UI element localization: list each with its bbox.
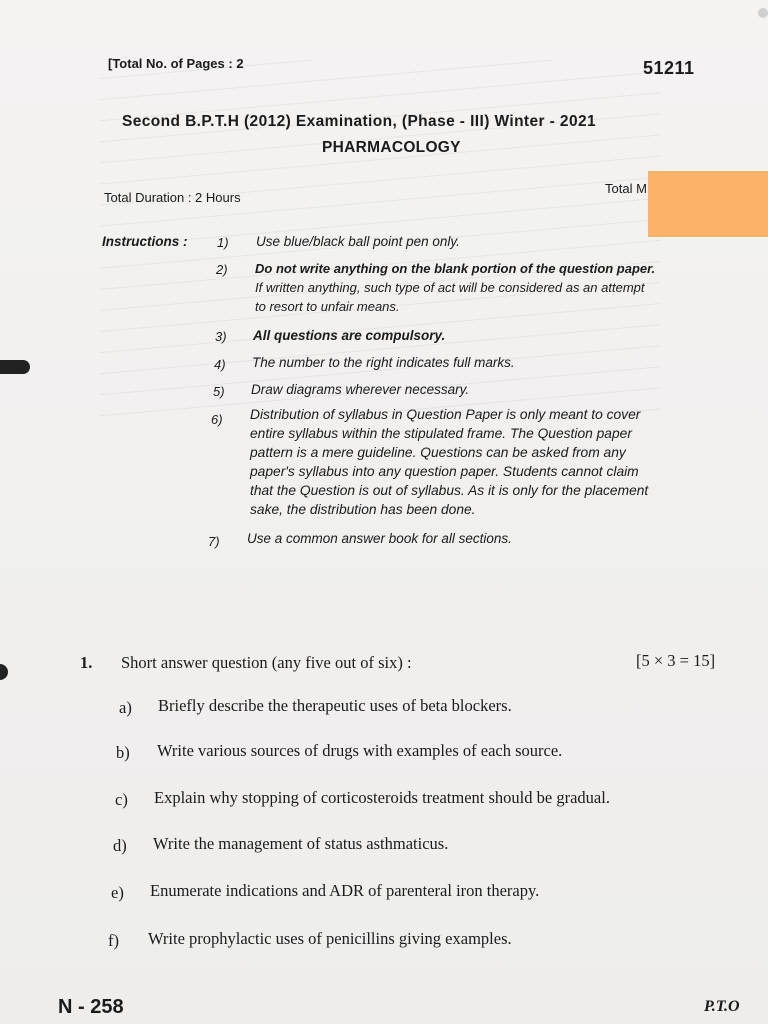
- part-text: Enumerate indications and ADR of parenteral iron therapy.: [150, 881, 540, 900]
- instruction-text: Do not write anything on the blank portion of the question paper. If written anything, such type of act will be considered as an attempt to resort to unfair means.: [255, 261, 656, 314]
- instructions-label: Instructions :: [102, 234, 188, 249]
- instruction-text: All questions are compulsory.: [253, 328, 446, 343]
- part-label: a): [119, 698, 132, 717]
- question-marks: [5 × 3 = 15]: [636, 651, 716, 670]
- binder-clip: [0, 360, 30, 374]
- part-label: d): [113, 836, 127, 855]
- instruction-number: 3): [215, 329, 227, 344]
- part-label: e): [111, 883, 124, 902]
- part-text: Write the management of status asthmaticus.: [153, 834, 449, 853]
- instruction-number: 2): [216, 262, 228, 277]
- redaction-patch: [648, 171, 768, 237]
- instruction-number: 5): [213, 384, 225, 399]
- instruction-text: The number to the right indicates full marks.: [252, 355, 515, 370]
- instruction-number: 1): [217, 235, 229, 250]
- part-text: Write prophylactic uses of penicillins giving examples.: [148, 929, 512, 948]
- instruction-text: Use a common answer book for all sections.: [247, 531, 512, 546]
- exam-title: Second B.P.T.H (2012) Examination, (Phase - III) Winter - 2021: [122, 113, 597, 130]
- question-number: 1.: [80, 653, 93, 672]
- paper-code: 51211: [643, 58, 695, 78]
- total-marks: Total M: [605, 181, 647, 196]
- part-text: Briefly describe the therapeutic uses of beta blockers.: [158, 696, 512, 715]
- instruction-text: Distribution of syllabus in Question Paper is only meant to cover entire syllabus within the stipulated frame. The Question paper pattern is a mere guideline. Questions can be asked from any paper's syllabus into any question paper. Students cannot claim that the Question is out of syllabus. As it is only for the placement sake, the distribution has been done.: [250, 407, 649, 517]
- question-text: Short answer question (any five out of six) :: [121, 653, 412, 672]
- part-text: Write various sources of drugs with examples of each source.: [157, 741, 563, 760]
- total-pages: [Total No. of Pages : 2: [108, 56, 244, 71]
- instruction-number: 7): [208, 534, 220, 549]
- instruction-text: Use blue/black ball point pen only.: [256, 234, 460, 249]
- instruction-number: 6): [211, 412, 223, 427]
- part-label: c): [115, 790, 128, 809]
- shadow-spot: [758, 8, 768, 18]
- part-label: b): [116, 743, 130, 762]
- instruction-text: Draw diagrams wherever necessary.: [251, 382, 470, 397]
- total-duration: Total Duration : 2 Hours: [104, 190, 241, 205]
- subject-title: PHARMACOLOGY: [322, 139, 461, 156]
- binder-clip: [0, 664, 8, 680]
- footer-code: N - 258: [58, 996, 124, 1018]
- instruction-number: 4): [214, 357, 226, 372]
- part-text: Explain why stopping of corticosteroids treatment should be gradual.: [154, 788, 610, 807]
- footer-pto: P.T.O: [704, 998, 740, 1015]
- part-label: f): [108, 931, 119, 950]
